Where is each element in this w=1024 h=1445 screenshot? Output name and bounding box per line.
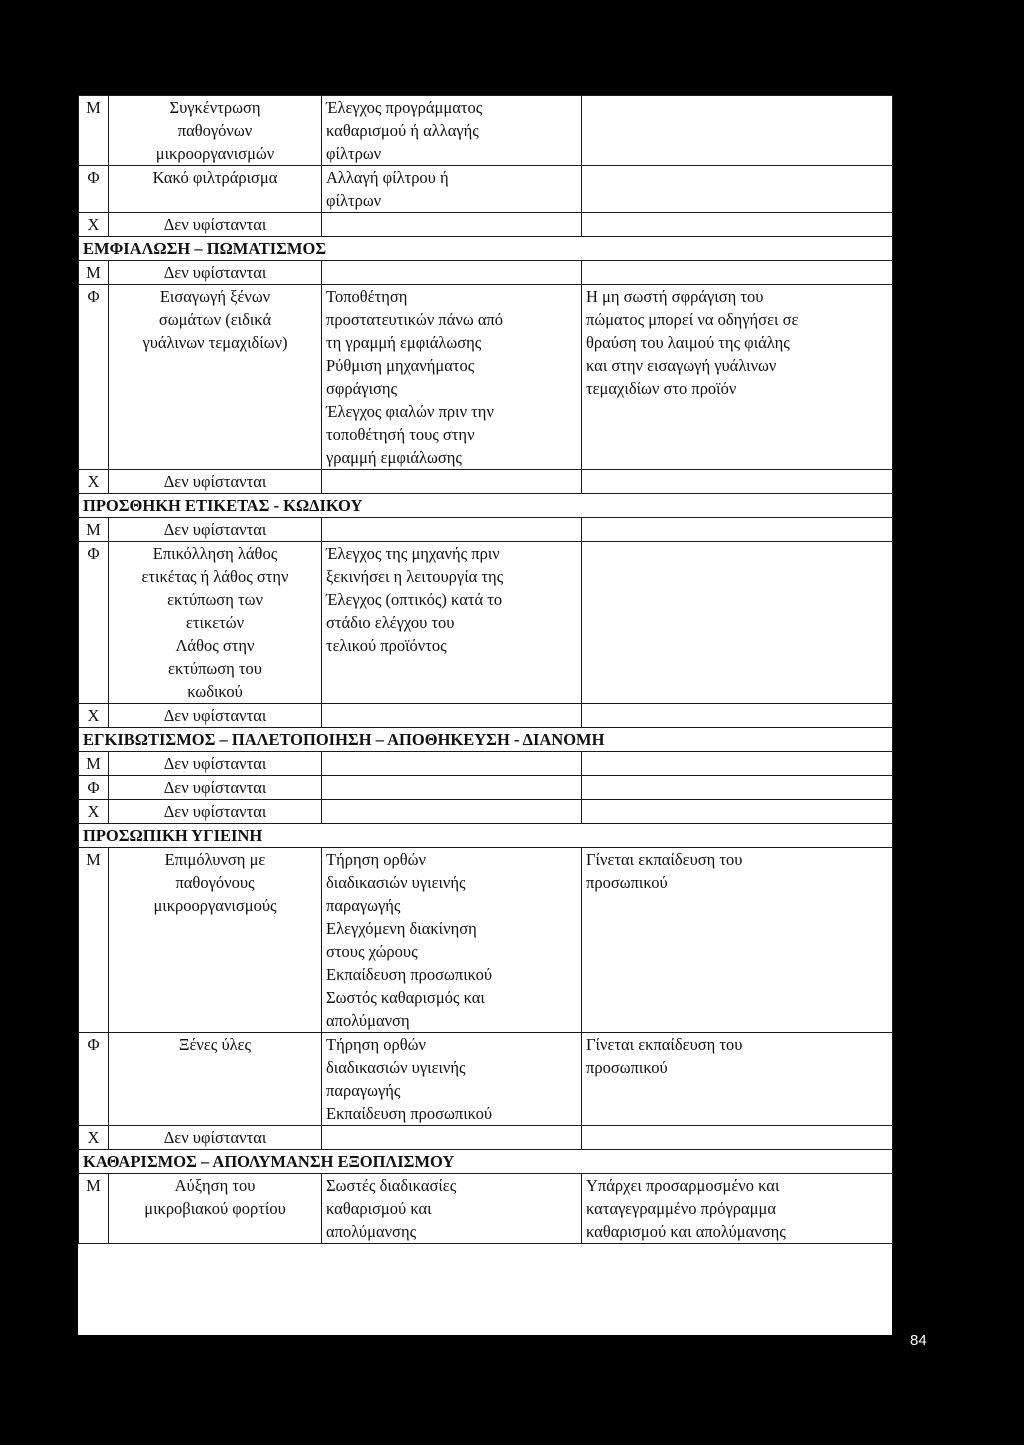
control-measures-line: Αλλαγή φίλτρου ή xyxy=(326,168,449,187)
remarks-line: προσωπικού xyxy=(586,1058,668,1077)
remarks xyxy=(582,261,893,285)
control-measures xyxy=(322,470,582,494)
control-measures-line: παραγωγής xyxy=(326,1081,401,1100)
control-measures-line: προστατευτικών πάνω από xyxy=(326,310,504,329)
control-measures-line: Σωστές διαδικασίες xyxy=(326,1176,457,1195)
hazard-description xyxy=(109,776,322,800)
section-header-row xyxy=(79,1150,893,1174)
hazard-description-line: Δεν υφίστανται xyxy=(163,706,267,725)
remarks xyxy=(582,542,893,704)
control-measures-line: φίλτρων xyxy=(326,144,382,163)
control-measures-line: Έλεγχος προγράμματος xyxy=(326,98,483,117)
control-measures xyxy=(322,166,582,213)
hazard-description-line: ετικέτας ή λάθος στην xyxy=(141,567,289,586)
hazard-analysis-table xyxy=(78,95,893,1244)
control-measures-line: Τοποθέτηση xyxy=(326,287,408,306)
control-measures xyxy=(322,776,582,800)
control-measures-line: Έλεγχος φιαλών πριν την xyxy=(326,402,494,421)
remarks-line: Υπάρχει προσαρμοσμένο και xyxy=(586,1176,780,1195)
remarks-line: καθαρισμού και απολύμανσης xyxy=(586,1222,786,1241)
table-row xyxy=(79,213,893,237)
hazard-description-line: Λάθος στην xyxy=(175,636,255,655)
hazard-description-line: Δεν υφίστανται xyxy=(163,1128,267,1147)
hazard-description-line: Επικόλληση λάθος xyxy=(152,544,278,563)
hazard-description-line: Δεν υφίστανται xyxy=(163,472,267,491)
hazard-description xyxy=(109,848,322,1033)
section-header-row xyxy=(79,494,893,518)
section-title: ΚΑΘΑΡΙΣΜΟΣ – ΑΠΟΛΥΜΑΝΣΗ ΕΞΟΠΛΙΣΜΟΥ xyxy=(79,1150,893,1174)
remarks xyxy=(582,800,893,824)
remarks xyxy=(582,1033,893,1126)
hazard-description-line: Εισαγωγή ξένων xyxy=(159,287,271,306)
control-measures-line: Τήρηση ορθών xyxy=(326,850,426,869)
control-measures-line: φίλτρων xyxy=(326,191,382,210)
control-measures-line: Ρύθμιση μηχανήματος xyxy=(326,356,475,375)
hazard-description xyxy=(109,285,322,470)
hazard-description xyxy=(109,1033,322,1126)
control-measures-line: διαδικασιών υγιεινής xyxy=(326,1058,466,1077)
control-measures xyxy=(322,1033,582,1126)
table-row xyxy=(79,1126,893,1150)
section-title: ΠΡΟΣΩΠΙΚΗ ΥΓΙΕΙΝΗ xyxy=(79,824,893,848)
remarks-line: τεμαχιδίων στο προϊόν xyxy=(586,379,737,398)
hazard-description-line: Δεν υφίστανται xyxy=(163,802,267,821)
table-row xyxy=(79,96,893,166)
remarks xyxy=(582,470,893,494)
remarks xyxy=(582,1126,893,1150)
control-measures-line: Εκπαίδευση προσωπικού xyxy=(326,965,493,984)
control-measures xyxy=(322,1174,582,1244)
remarks-line: θραύση του λαιμού της φιάλης xyxy=(586,333,790,352)
remarks xyxy=(582,1174,893,1244)
table-row xyxy=(79,848,893,1033)
remarks-line: Γίνεται εκπαίδευση του xyxy=(586,1035,743,1054)
control-measures xyxy=(322,848,582,1033)
hazard-description-line: Ξένες ύλες xyxy=(178,1035,252,1054)
remarks xyxy=(582,96,893,166)
control-measures-line: παραγωγής xyxy=(326,896,401,915)
control-measures xyxy=(322,1126,582,1150)
hazard-type-code: Μ xyxy=(79,848,109,1033)
hazard-description-line: μικροοργανισμών xyxy=(155,144,275,163)
hazard-description xyxy=(109,96,322,166)
hazard-type-code: Χ xyxy=(79,1126,109,1150)
control-measures-line: τοποθέτησή τους στην xyxy=(326,425,475,444)
hazard-description-line: Επιμόλυνση με xyxy=(164,850,266,869)
remarks-line: Γίνεται εκπαίδευση του xyxy=(586,850,743,869)
table-row xyxy=(79,1033,893,1126)
hazard-type-code: Φ xyxy=(79,776,109,800)
table-row xyxy=(79,800,893,824)
remarks-line: και στην εισαγωγή γυάλινων xyxy=(586,356,777,375)
hazard-description-line: εκτύπωση του xyxy=(168,659,262,678)
hazard-description-line: μικροοργανισμούς xyxy=(153,896,277,915)
control-measures-line: Έλεγχος της μηχανής πριν xyxy=(326,544,500,563)
hazard-description-line: Δεν υφίστανται xyxy=(163,215,267,234)
hazard-description xyxy=(109,1174,322,1244)
control-measures xyxy=(322,285,582,470)
control-measures-line: ξεκινήσει η λειτουργία της xyxy=(326,567,504,586)
table-row xyxy=(79,261,893,285)
control-measures xyxy=(322,213,582,237)
hazard-description-line: Δεν υφίστανται xyxy=(163,778,267,797)
control-measures-line: Σωστός καθαρισμός και xyxy=(326,988,485,1007)
hazard-description xyxy=(109,1126,322,1150)
control-measures-line: καθαρισμού και xyxy=(326,1199,432,1218)
hazard-description-line: Δεν υφίστανται xyxy=(163,754,267,773)
control-measures-line: τη γραμμή εμφιάλωσης xyxy=(326,333,482,352)
table-row xyxy=(79,166,893,213)
control-measures xyxy=(322,96,582,166)
hazard-description-line: σωμάτων (ειδικά xyxy=(158,310,272,329)
control-measures xyxy=(322,542,582,704)
remarks-line: καταγεγραμμένο πρόγραμμα xyxy=(586,1199,776,1218)
control-measures-line: γραμμή εμφιάλωσης xyxy=(326,448,462,467)
table-row xyxy=(79,1174,893,1244)
table-row xyxy=(79,542,893,704)
section-header-row xyxy=(79,237,893,261)
remarks-line: Η μη σωστή σφράγιση του xyxy=(586,287,764,306)
hazard-type-code: Μ xyxy=(79,261,109,285)
hazard-type-code: Μ xyxy=(79,752,109,776)
hazard-description-line: Κακό φιλτράρισμα xyxy=(152,168,278,187)
hazard-description xyxy=(109,800,322,824)
hazard-description-line: εκτύπωση των xyxy=(167,590,263,609)
page-number: 84 xyxy=(910,1332,927,1349)
hazard-type-code: Χ xyxy=(79,213,109,237)
remarks xyxy=(582,848,893,1033)
hazard-description-line: ετικετών xyxy=(185,613,245,632)
section-title: ΠΡΟΣΘΗΚΗ ΕΤΙΚΕΤΑΣ - ΚΩΔΙΚΟΥ xyxy=(79,494,893,518)
table-row xyxy=(79,776,893,800)
hazard-type-code: Φ xyxy=(79,542,109,704)
hazard-type-code: Χ xyxy=(79,800,109,824)
hazard-description-line: Αύξηση του xyxy=(174,1176,256,1195)
control-measures-line: απολύμανσης xyxy=(326,1222,417,1241)
remarks xyxy=(582,285,893,470)
hazard-type-code: Χ xyxy=(79,704,109,728)
hazard-description xyxy=(109,166,322,213)
hazard-description-line: παθογόνων xyxy=(177,121,253,140)
hazard-type-code: Φ xyxy=(79,1033,109,1126)
table-row xyxy=(79,704,893,728)
remarks-line: προσωπικού xyxy=(586,873,668,892)
control-measures xyxy=(322,800,582,824)
control-measures-line: Ελεγχόμενη διακίνηση xyxy=(326,919,477,938)
control-measures-line: Έλεγχος (οπτικός) κατά το xyxy=(326,590,503,609)
control-measures-line: στους χώρους xyxy=(326,942,418,961)
section-title: ΕΓΚΙΒΩΤΙΣΜΟΣ – ΠΑΛΕΤΟΠΟΙΗΣΗ – ΑΠΟΘΗΚΕΥΣΗ - ΔΙΑΝΟΜΗ xyxy=(79,728,893,752)
hazard-description xyxy=(109,261,322,285)
control-measures-line: Εκπαίδευση προσωπικού xyxy=(326,1104,493,1123)
control-measures xyxy=(322,752,582,776)
control-measures-line: τελικού προϊόντος xyxy=(326,636,447,655)
table-body xyxy=(79,96,893,1244)
hazard-description xyxy=(109,213,322,237)
hazard-type-code: Φ xyxy=(79,166,109,213)
hazard-description xyxy=(109,470,322,494)
control-measures-line: απολύμανση xyxy=(326,1011,410,1030)
control-measures-line: Τήρηση ορθών xyxy=(326,1035,426,1054)
hazard-description-line: μικροβιακού φορτίου xyxy=(144,1199,286,1218)
hazard-description-line: Δεν υφίστανται xyxy=(163,520,267,539)
hazard-type-code: Μ xyxy=(79,96,109,166)
control-measures xyxy=(322,518,582,542)
section-title: ΕΜΦΙΑΛΩΣΗ – ΠΩΜΑΤΙΣΜΟΣ xyxy=(79,237,893,261)
control-measures xyxy=(322,261,582,285)
remarks-line: πώματος μπορεί να οδηγήσει σε xyxy=(586,310,799,329)
hazard-description-line: κωδικού xyxy=(187,682,243,701)
remarks xyxy=(582,518,893,542)
hazard-type-code: Χ xyxy=(79,470,109,494)
table-row xyxy=(79,470,893,494)
hazard-description-line: γυάλινων τεμαχιδίων) xyxy=(142,333,288,352)
hazard-description-line: Συγκέντρωση xyxy=(169,98,261,117)
table-row xyxy=(79,285,893,470)
remarks xyxy=(582,213,893,237)
hazard-description xyxy=(109,752,322,776)
section-header-row xyxy=(79,728,893,752)
remarks xyxy=(582,166,893,213)
remarks xyxy=(582,704,893,728)
control-measures-line: στάδιο ελέγχου του xyxy=(326,613,455,632)
control-measures-line: σφράγισης xyxy=(326,379,398,398)
hazard-description-line: παθογόνους xyxy=(175,873,255,892)
section-header-row xyxy=(79,824,893,848)
hazard-type-code: Φ xyxy=(79,285,109,470)
remarks xyxy=(582,752,893,776)
remarks xyxy=(582,776,893,800)
hazard-description xyxy=(109,704,322,728)
hazard-type-code: Μ xyxy=(79,518,109,542)
hazard-type-code: Μ xyxy=(79,1174,109,1244)
hazard-description-line: Δεν υφίστανται xyxy=(163,263,267,282)
control-measures-line: καθαρισμού ή αλλαγής xyxy=(326,121,479,140)
hazard-description xyxy=(109,542,322,704)
control-measures xyxy=(322,704,582,728)
table-row xyxy=(79,752,893,776)
document-sheet xyxy=(78,95,892,1335)
control-measures-line: διαδικασιών υγιεινής xyxy=(326,873,466,892)
table-row xyxy=(79,518,893,542)
hazard-description xyxy=(109,518,322,542)
